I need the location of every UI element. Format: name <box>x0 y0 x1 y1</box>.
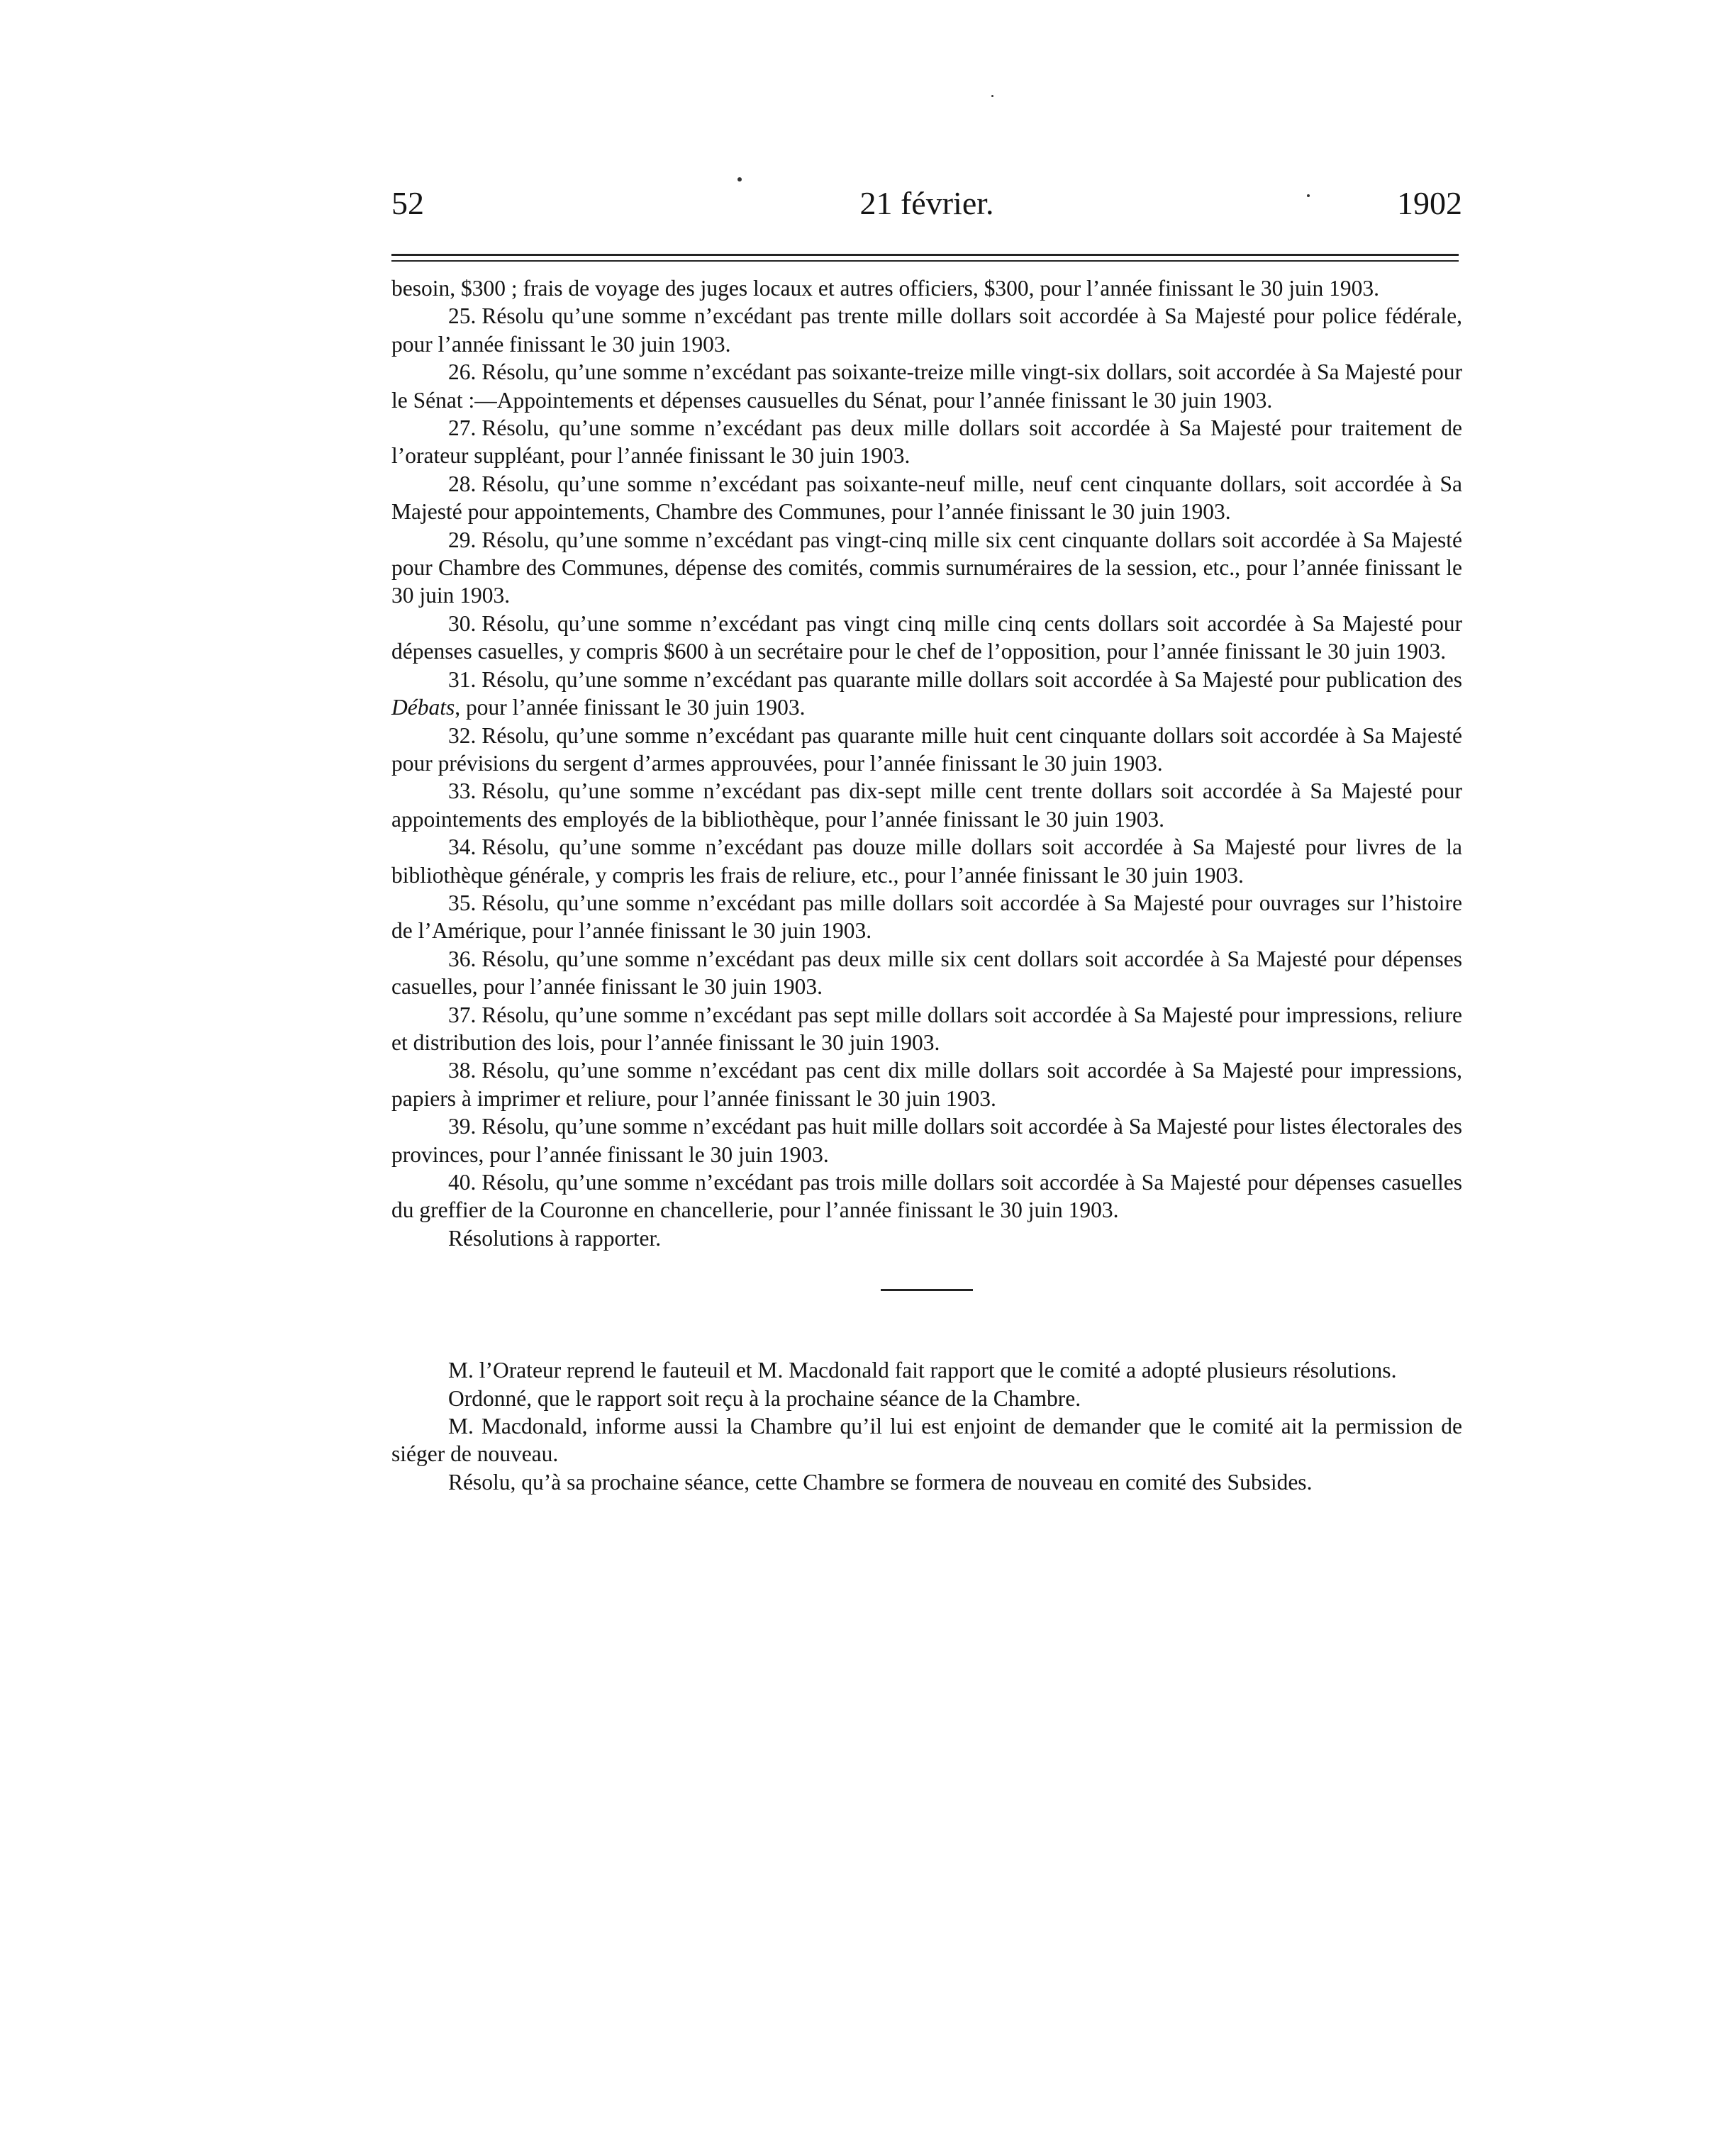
resolution-text: , pour l’année finissant le 30 juin 1903. <box>455 695 806 720</box>
resolution-text: Résolu, qu’une somme n’excédant pas quarante mille dollars soit accordée à Sa Majesté pour publication des <box>481 666 1462 692</box>
body-text <box>391 274 1462 1496</box>
resolution-number: 39. <box>448 1114 477 1139</box>
resolution-26 <box>391 358 1462 414</box>
header-rule <box>391 254 1459 262</box>
resolution-29 <box>391 526 1462 610</box>
resolution-text: Résolu, qu’une somme n’excédant pas trois mille dollars soit accordée à Sa Majesté pour dépenses casuelles du greffier de la Couronne en chancellerie, pour l’année finissant le 30 juin 1903. <box>391 1170 1462 1223</box>
resolution-30 <box>391 610 1462 666</box>
resolution-31 <box>391 666 1462 722</box>
resolution-38 <box>391 1056 1462 1112</box>
resolution-number: 30. <box>448 610 477 636</box>
resolution-number: 26. <box>448 359 477 385</box>
resolution-40 <box>391 1168 1462 1224</box>
header-date: 21 février. <box>859 185 994 221</box>
italic-title: Débats <box>391 695 455 720</box>
resolution-33 <box>391 777 1462 833</box>
closing-paragraph: M. l’Orateur reprend le fauteuil et M. Macdonald fait rapport que le comité a adopté plusieurs résolutions. <box>448 1358 1397 1383</box>
resolution-35 <box>391 889 1462 945</box>
resolution-number: 40. <box>448 1170 477 1195</box>
page-number: 52 <box>391 185 424 221</box>
resolution-text: Résolu, qu’une somme n’excédant pas huit mille dollars soit accordée à Sa Majesté pour listes électorales des provinces, pour l’année finissant le 30 juin 1903. <box>391 1114 1462 1167</box>
resolution-number: 25. <box>448 303 477 329</box>
closing-paragraph: Résolu, qu’à sa prochaine séance, cette Chambre se formera de nouveau en comité des Subsides. <box>448 1469 1313 1495</box>
resolution-37 <box>391 1001 1462 1057</box>
resolution-text: Résolu, qu’une somme n’excédant pas soixante-neuf mille, neuf cent cinquante dollars, soit accordée à Sa Majesté pour appointements, Chambre des Communes, pour l’année finissant le 30 juin 1903. <box>391 471 1462 525</box>
resolution-text: Résolu, qu’une somme n’excédant pas dix-sept mille cent trente dollars soit accordée à Sa Majesté pour appointements des employés de la bibliothèque, pour l’année finissant le 30 juin 1903. <box>391 778 1462 832</box>
resolution-25 <box>391 302 1462 358</box>
resolution-text: Résolu, qu’une somme n’excédant pas douze mille dollars soit accordée à Sa Majesté pour livres de la bibliothèque générale, y compris les frais de reliure, etc., pour l’année finissant le 30 juin 1903. <box>391 834 1462 888</box>
opening-paragraph: besoin, $300 ; frais de voyage des juges locaux et autres officiers, $300, pour l’année finissant le 30 juin 1903. <box>391 276 1379 301</box>
document-page <box>391 177 1462 1496</box>
resolution-text: Résolu, qu’une somme n’excédant pas vingt-cinq mille six cent cinquante dollars soit accordée à Sa Majesté pour Chambre des Communes, dépense des comités, commis surnuméraires de la session, etc., pour l’année finissant le 30 juin 1903. <box>391 527 1462 608</box>
resolution-text: Résolu, qu’une somme n’excédant pas sept mille dollars soit accordée à Sa Majesté pour impressions, reliure et distribution des lois, pour l’année finissant le 30 juin 1903. <box>391 1002 1462 1055</box>
resolution-text: Résolu, qu’une somme n’excédant pas quarante mille huit cent cinquante dollars soit accordée à Sa Majesté pour prévisions du sergent d’armes approuvées, pour l’année finissant le 30 juin 1903. <box>391 722 1462 776</box>
resolution-number: 29. <box>448 527 477 552</box>
resolution-number: 38. <box>448 1058 477 1083</box>
resolution-number: 35. <box>448 890 477 915</box>
resolution-number: 37. <box>448 1002 477 1027</box>
resolution-text: Résolu, qu’une somme n’excédant pas vingt cinq mille cinq cents dollars soit accordée à Sa Majesté pour dépenses casuelles, y compris $600 à un secrétaire pour le chef de l’opposition, pour l’année finissant le 30 juin 1903. <box>391 610 1462 664</box>
resolution-text: Résolu, qu’une somme n’excédant pas deux mille dollars soit accordée à Sa Majesté pour traitement de l’orateur suppléant, pour l’année finissant le 30 juin 1903. <box>391 415 1462 469</box>
resolution-39 <box>391 1112 1462 1168</box>
resolution-36 <box>391 945 1462 1001</box>
resolution-text: Résolu qu’une somme n’excédant pas trente mille dollars soit accordée à Sa Majesté pour police fédérale, pour l’année finissant le 30 juin 1903. <box>391 303 1462 357</box>
resolution-text: Résolu, qu’une somme n’excédant pas deux mille six cent dollars soit accordée à Sa Majesté pour dépenses casuelles, pour l’année finissant le 30 juin 1903. <box>391 946 1462 1000</box>
resolution-number: 28. <box>448 471 477 496</box>
resolution-text: Résolu, qu’une somme n’excédant pas cent dix mille dollars soit accordée à Sa Majesté pour impressions, papiers à imprimer et reliure, pour l’année finissant le 30 juin 1903. <box>391 1058 1462 1111</box>
resolution-text: Résolu, qu’une somme n’excédant pas mille dollars soit accordée à Sa Majesté pour ouvrages sur l’histoire de l’Amérique, pour l’année finissant le 30 juin 1903. <box>391 890 1462 944</box>
resolutions-footer: Résolutions à rapporter. <box>448 1225 662 1251</box>
ink-speck <box>991 95 993 97</box>
resolution-34 <box>391 833 1462 889</box>
closing-paragraph: Ordonné, que le rapport soit reçu à la prochaine séance de la Chambre. <box>448 1385 1081 1411</box>
running-header <box>391 177 1462 234</box>
resolution-number: 33. <box>448 778 477 804</box>
resolution-number: 27. <box>448 415 477 441</box>
header-year: 1902 <box>1397 185 1462 221</box>
resolution-text: Résolu, qu’une somme n’excédant pas soixante-treize mille vingt-six dollars, soit accordée à Sa Majesté pour le Sénat :—Appointements et dépenses causuelles du Sénat, pour l’année finissant le 30 juin 1903. <box>391 359 1462 413</box>
resolution-27 <box>391 414 1462 470</box>
resolution-number: 31. <box>448 666 477 692</box>
resolution-28 <box>391 470 1462 526</box>
resolution-number: 34. <box>448 834 477 860</box>
resolution-number: 32. <box>448 722 477 748</box>
section-separator <box>881 1289 973 1291</box>
closing-paragraph: M. Macdonald, informe aussi la Chambre qu’il lui est enjoint de demander que le comité ait la permission de siéger de nouveau. <box>391 1414 1462 1467</box>
resolution-number: 36. <box>448 946 477 971</box>
resolution-32 <box>391 722 1462 778</box>
